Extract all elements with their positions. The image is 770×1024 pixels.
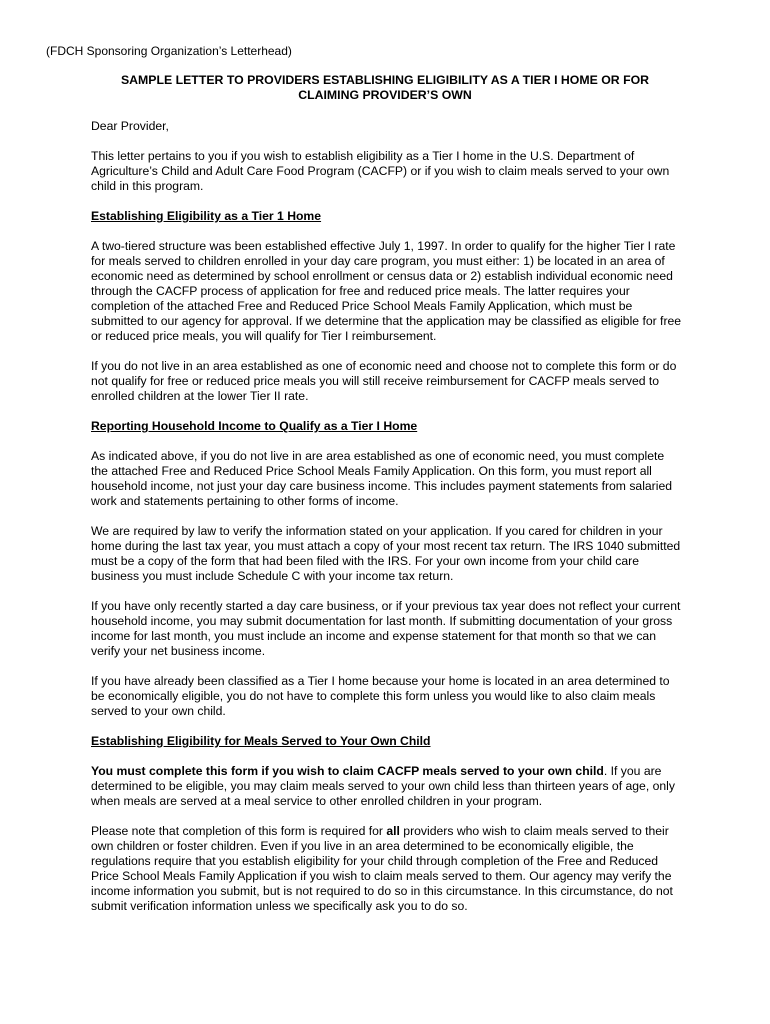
paragraph-text: . If you are determined to be eligible, you may claim meals served to your own child less than thirteen years of age, only when meals are served at a meal service to other enrolled children in your program.: [91, 764, 675, 808]
bold-emphasis: all: [386, 824, 400, 838]
paragraph: A two-tiered structure was been established effective July 1, 1997. In order to qualify for the higher Tier I rate for meals served to children enrolled in your day care program, you must either: 1) be located in an area of economic need as determined by school enrollment or census data or 2) establish individual economic need through the CACFP process of application for free and reduced price meals. The latter requires your completion of the attached Free and Reduced Price School Meals Family Application, which must be submitted to our agency for approval. If we determine that the application may be classified as eligible for free or reduced price meals, you will qualify for Tier I reimbursement.: [91, 239, 682, 343]
paragraph: If you have only recently started a day care business, or if your previous tax year does not reflect your current household income, you may submit documentation for last month. If submitting documentation of your gross income for last month, you must include an income and expense statement for that month so that we can verify your net business income.: [91, 599, 681, 658]
letter-title: SAMPLE LETTER TO PROVIDERS ESTABLISHING ELIGIBILITY AS A TIER I HOME OR FOR CLAIMING PROVIDER’S OWN: [120, 73, 650, 102]
salutation: Dear Provider,: [91, 119, 169, 133]
paragraph-text: providers who wish to claim meals served to their own children or foster children. Even if you live in an area determined to be economically eligible, the regulations require that you establish eligibility for your child through completion of the Free and Reduced Price School Meals Family Application if you wish to claim meals served to them. Our agency may verify the income information you submit, but is not required to do so in this circumstance. In this circumstance, do not submit verification information unless we specifically ask you to do so.: [91, 824, 673, 913]
intro-paragraph: This letter pertains to you if you wish to establish eligibility as a Tier I home in the U.S. Department of Agriculture’s Child and Adult Care Food Program (CACFP) or if you wish to claim meals served to your own child in this program.: [91, 149, 670, 193]
paragraph: We are required by law to verify the information stated on your application. If you cared for children in your home during the last tax year, you must attach a copy of your most recent tax return. The IRS 1040 submitted must be a copy of the form that had been filed with the IRS. For your own income from your child care business you must include Schedule C with your income tax return.: [91, 524, 681, 583]
paragraph-text: Please note that completion of this form is required for: [91, 824, 387, 838]
section-heading-household-income: Reporting Household Income to Qualify as a Tier I Home: [91, 419, 418, 433]
paragraph: [91, 824, 683, 914]
bold-emphasis: You must complete this form if you wish to claim CACFP meals served to your own child: [91, 764, 604, 778]
paragraph: If you do not live in an area established as one of economic need and choose not to complete this form or do not qualify for free or reduced price meals you will still receive reimbursement for CACFP meals served to enrolled children at the lower Tier II rate.: [91, 359, 677, 403]
letter-body: [91, 119, 683, 929]
paragraph: As indicated above, if you do not live in are area established as one of economic need, you must complete the attached Free and Reduced Price School Meals Family Application. On this form, you must report all household income, not just your day care business income. This includes payment statements from salaried work and statements pertaining to other forms of income.: [91, 449, 673, 508]
paragraph: [91, 764, 683, 809]
section-heading-tier1: Establishing Eligibility as a Tier 1 Home: [91, 209, 322, 223]
paragraph: If you have already been classified as a Tier I home because your home is located in an area determined to be economically eligible, you do not have to complete this form unless you would like to also claim meals served to your own child.: [91, 674, 670, 718]
section-heading-own-child: Establishing Eligibility for Meals Served to Your Own Child: [91, 734, 431, 748]
letterhead-placeholder: (FDCH Sponsoring Organization’s Letterhead): [46, 44, 292, 58]
